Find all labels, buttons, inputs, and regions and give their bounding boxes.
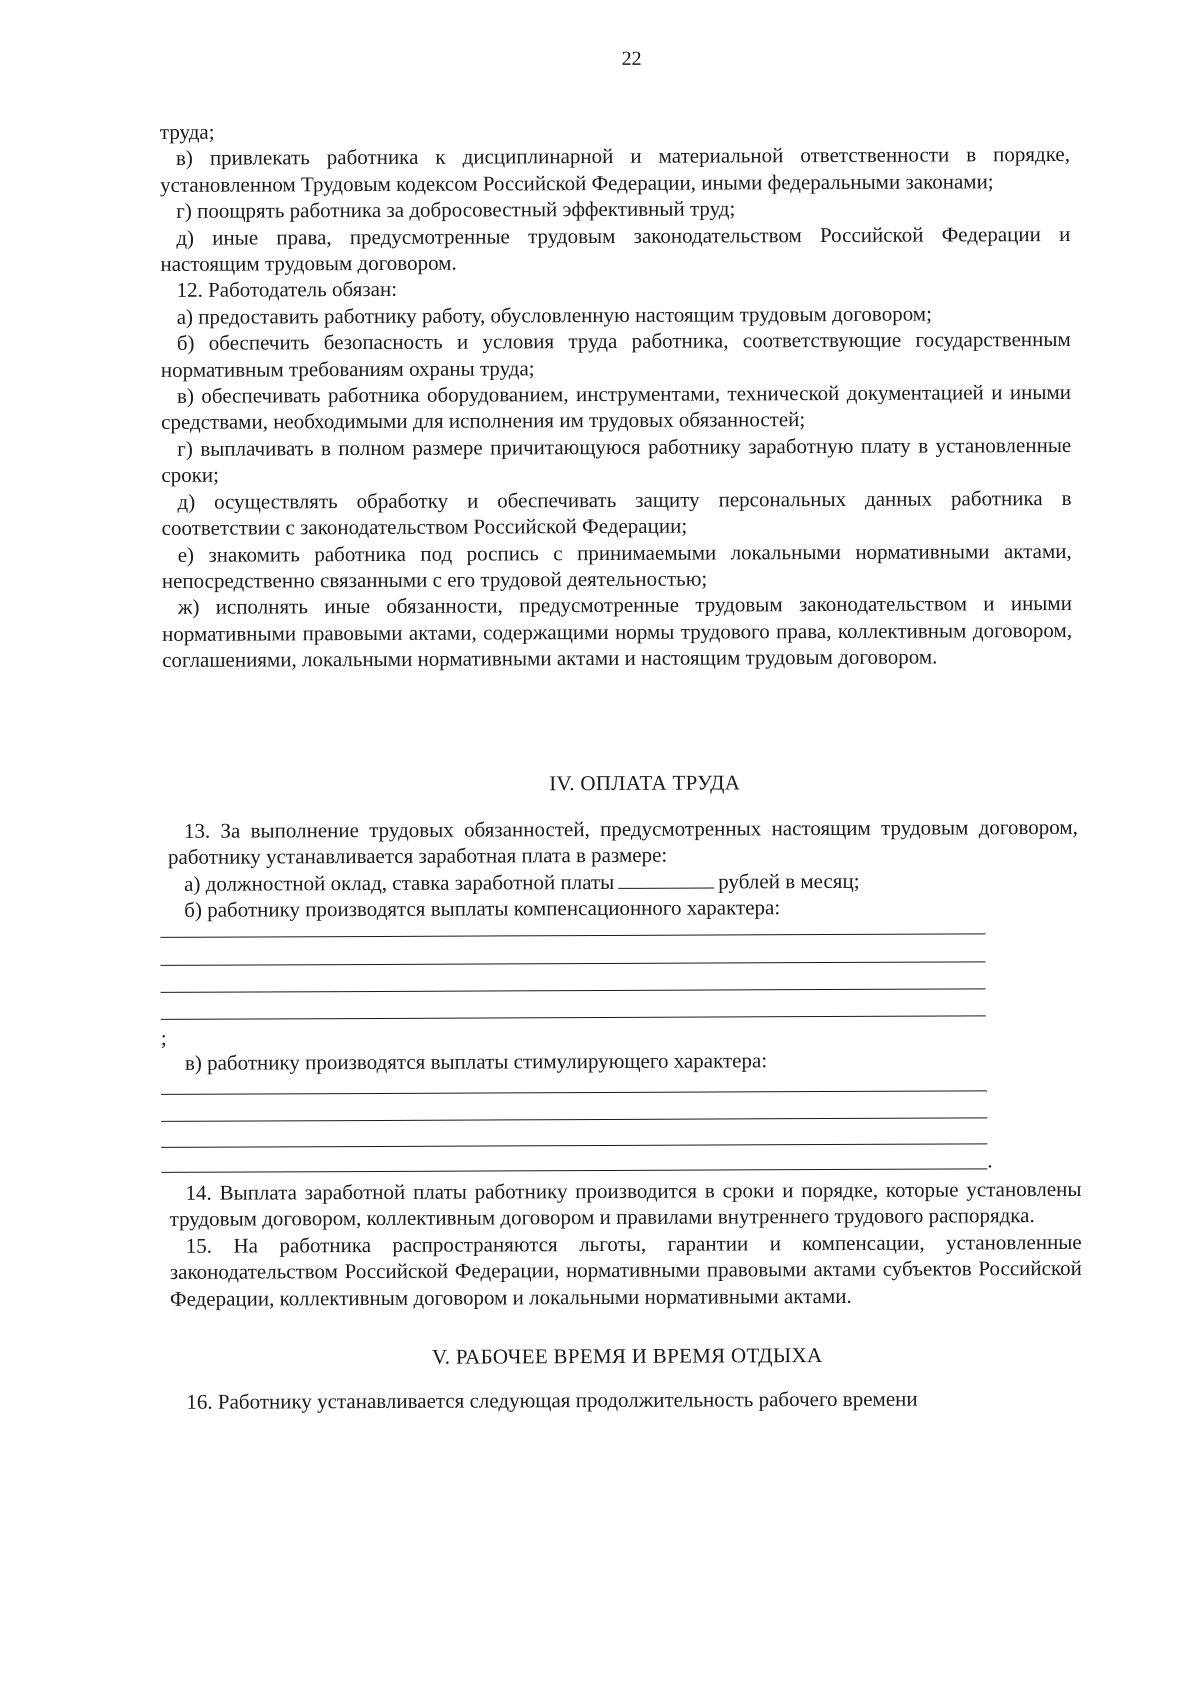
paragraph: д) иные права, предусмотренные трудовым законодательством Российской Федерации и настоящим трудовым договором. [160, 221, 1071, 276]
stimulating-blank-line-1 [161, 1090, 987, 1095]
section-heading-working-time: V. РАБОЧЕЕ ВРЕМЯ И ВРЕМЯ ОТДЫХА [431, 1343, 823, 1369]
payment-clauses-14-15 [169, 1176, 1082, 1312]
paragraph: ж) исполнять иные обязанности, предусмотренные трудовым законодательством и иными нормативными правовыми актами, содержащими нормы трудового права, коллективным договором, соглашениями, локальными нормативными актами и настоящим трудовым договором. [161, 591, 1073, 673]
paragraph: 15. На работника распространяются льготы, гарантии и компенсации, установленные законодательством Российской Федерации, нормативными правовыми актами субъектов Российской Федерации, коллективным договором и локальными нормативными актами. [169, 1229, 1082, 1311]
paragraph: г) поощрять работника за добросовестный эффективный труд; [176, 196, 736, 224]
paragraph: б) обеспечить безопасность и условия труда работника, соответствующие государственным нормативным требованиям охраны труда; [160, 327, 1071, 382]
paragraph: в) привлекать работника к дисциплинарной и материальной ответственности в порядке, установленном Трудовым кодексом Российской Федерации, иными федеральными законами; [160, 142, 1071, 197]
salary-label: а) должностной оклад, ставка заработной платы [184, 869, 615, 896]
paragraph: г) выплачивать в полном размере причитающуюся работнику заработную плату в установленные сроки; [161, 432, 1072, 488]
paragraph-13-a [168, 867, 1078, 897]
paragraph-13-b: б) работнику производятся выплаты компенсационного характера: [184, 895, 781, 923]
paragraph: д) осуществлять обработку и обеспечивать защиту персональных данных работника в соответствии с законодательством Российской Федерации; [161, 485, 1072, 541]
compensation-blank-line-1 [160, 933, 985, 938]
compensation-blank-line-2 [160, 961, 985, 966]
paragraph: е) знакомить работника под роспись с принимаемыми локальными нормативными актами, непосредственно связанными с его трудовой деятельностью; [161, 538, 1072, 593]
paragraph: в) обеспечивать работника оборудованием, инструментами, технической документацией и иными средствами, необходимыми для исполнения им трудовых обязанностей; [161, 380, 1072, 435]
paragraph: труда; [159, 119, 215, 144]
paragraph: а) предоставить работнику работу, обусловленную настоящим трудовым договором; [176, 301, 932, 329]
paragraph-13: 13. За выполнение трудовых обязанностей, предусмотренных настоящим трудовым договором, работнику устанавливается заработная плата в размере: [167, 814, 1078, 870]
compensation-blank-line-4 [161, 1015, 986, 1020]
stimulating-blank-line-3 [161, 1143, 987, 1148]
compensation-blank-line-3 [161, 988, 986, 993]
end-dot-mark: . [987, 1148, 993, 1173]
stimulating-blank-line-4 [161, 1168, 987, 1173]
semicolon-mark: ; [160, 1025, 167, 1050]
salary-amount-blank [618, 869, 714, 888]
page-number: 22 [621, 47, 642, 70]
stimulating-blank-line-2 [161, 1117, 987, 1122]
employer-rights-and-duties [160, 115, 1072, 673]
paragraph: 12. Работодатель обязан: [176, 277, 398, 303]
working-time-clause-16 [170, 1385, 1082, 1415]
paragraph: 16. Работнику устанавливается следующая продолжительность рабочего времени [186, 1386, 918, 1414]
payment-clause-13 [168, 814, 1078, 924]
stimulating-payments [169, 1046, 1079, 1076]
paragraph: 14. Выплата заработной платы работнику производится в сроки и порядке, которые установлены трудовым договором, коллективным договором и правилами внутреннего трудового распорядка. [169, 1176, 1082, 1232]
paragraph-13-v: в) работнику производятся выплаты стимулирующего характера: [184, 1048, 768, 1075]
section-heading-payment: IV. ОПЛАТА ТРУДА [549, 770, 741, 796]
salary-unit: рублей в месяц; [718, 868, 860, 894]
